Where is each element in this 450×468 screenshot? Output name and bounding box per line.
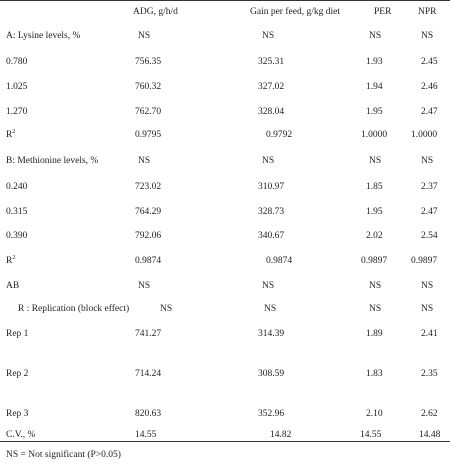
cell-adg: NS	[138, 31, 151, 41]
cell-npr: 14.48	[419, 430, 441, 440]
cell-npr: 2.46	[421, 82, 438, 92]
cell-npr: NS	[421, 281, 434, 291]
row-label-text: B: Methionine levels, %	[6, 156, 99, 166]
cell-adg: 764.29	[135, 207, 162, 217]
cell-adg: 0.9795	[135, 130, 162, 140]
row-label	[6, 30, 80, 42]
table-top-rule	[0, 0, 450, 1]
row-label-text: Rep 3	[6, 409, 29, 419]
row-label-text: R	[6, 256, 13, 266]
cell-gpf: 308.59	[258, 369, 285, 379]
row-label-text: R : Replication (block effect)	[18, 304, 130, 314]
row-label	[6, 429, 35, 441]
cell-per: 1.0000	[361, 130, 388, 140]
cell-per: 1.95	[366, 107, 383, 117]
cell-adg: 714.24	[135, 369, 162, 379]
header-npr: NPR	[418, 7, 437, 17]
cell-adg: 756.35	[135, 57, 162, 67]
row-label-text: 0.315	[6, 207, 28, 217]
cell-npr: 2.41	[421, 329, 438, 339]
cell-gpf: 352.96	[258, 409, 285, 419]
cell-npr: 2.54	[421, 231, 438, 241]
cell-per: 14.55	[360, 430, 382, 440]
cell-gpf: 328.04	[258, 107, 285, 117]
cell-gpf: 340.67	[258, 231, 285, 241]
row-label-text: R	[6, 130, 13, 140]
cell-npr: 1.0000	[411, 130, 438, 140]
cell-adg: 741.27	[135, 329, 162, 339]
cell-npr: 2.45	[421, 57, 438, 67]
row-label	[6, 328, 28, 340]
cell-per: 1.85	[366, 182, 383, 192]
cell-gpf: NS	[262, 31, 275, 41]
cell-per: 0.9897	[361, 256, 388, 266]
cell-per: NS	[369, 304, 382, 314]
cell-gpf: 0.9874	[266, 256, 293, 266]
row-label-text: A: Lysine levels, %	[6, 31, 81, 41]
cell-gpf: 327.02	[258, 82, 285, 92]
header-per: PER	[374, 7, 392, 17]
row-label-text: 0.780	[6, 57, 28, 67]
cell-adg: NS	[138, 156, 151, 166]
cell-adg: 760.32	[135, 82, 162, 92]
row-label-text: Rep 1	[6, 329, 29, 339]
cell-npr: 2.35	[421, 369, 438, 379]
cell-npr: NS	[421, 156, 434, 166]
row-label-text: Rep 2	[6, 369, 29, 379]
cell-per: 1.89	[366, 329, 383, 339]
cell-npr: 2.47	[421, 107, 438, 117]
row-label	[6, 81, 27, 93]
row-label-text: 0.240	[6, 182, 28, 192]
row-label-text: 0.390	[6, 231, 28, 241]
row-label	[6, 206, 27, 218]
row-label	[6, 181, 27, 193]
cell-gpf: 314.39	[258, 329, 285, 339]
cell-npr: 2.37	[421, 182, 438, 192]
cell-per: NS	[369, 156, 382, 166]
cell-per: 1.95	[366, 207, 383, 217]
cell-per: NS	[369, 281, 382, 291]
footnote: NS = Not significant (P>0.05)	[6, 450, 121, 460]
cell-gpf: 325.31	[258, 57, 285, 67]
cell-gpf: 0.9792	[266, 130, 293, 140]
cell-npr: NS	[421, 304, 434, 314]
row-label	[6, 129, 15, 141]
cell-gpf: 328.73	[258, 207, 285, 217]
cell-adg: 762.70	[135, 107, 162, 117]
cell-per: 2.10	[366, 409, 383, 419]
cell-adg: NS	[160, 304, 173, 314]
row-label	[6, 230, 27, 242]
row-label-text: 1.270	[6, 107, 28, 117]
cell-gpf: 310.97	[258, 182, 285, 192]
cell-adg: 820.63	[135, 409, 162, 419]
superscript: 2	[12, 254, 16, 261]
cell-per: 2.02	[366, 231, 383, 241]
cell-adg: 723.02	[135, 182, 162, 192]
cell-per: 1.93	[366, 57, 383, 67]
cell-adg: 0.9874	[135, 256, 162, 266]
cell-npr: 0.9897	[411, 256, 438, 266]
cell-gpf: NS	[262, 156, 275, 166]
cell-adg: NS	[138, 281, 151, 291]
row-label	[6, 106, 27, 118]
row-label	[6, 408, 28, 420]
superscript: 2	[12, 128, 16, 135]
row-label-text: 1.025	[6, 82, 28, 92]
row-label	[6, 280, 19, 292]
cell-npr: 2.47	[421, 207, 438, 217]
cell-npr: 2.62	[421, 409, 438, 419]
cell-adg: 792.06	[135, 231, 162, 241]
cell-per: 1.83	[366, 369, 383, 379]
cell-per: 1.94	[366, 82, 383, 92]
cell-gpf: NS	[262, 281, 275, 291]
cell-npr: NS	[421, 31, 434, 41]
cell-adg: 14.55	[135, 430, 157, 440]
cell-per: NS	[369, 31, 382, 41]
cell-gpf: NS	[264, 304, 277, 314]
table-bottom-rule	[0, 441, 450, 442]
header-gain-per-feed: Gain per feed, g/kg diet	[250, 7, 340, 17]
row-label	[6, 368, 28, 380]
header-adg: ADG, g/h/d	[133, 7, 178, 17]
row-label	[6, 56, 27, 68]
row-label-text: AB	[6, 281, 20, 291]
cell-gpf: 14.82	[270, 430, 292, 440]
row-label	[18, 303, 129, 315]
row-label	[6, 255, 15, 267]
row-label-text: C.V., %	[6, 430, 36, 440]
row-label	[6, 155, 98, 167]
